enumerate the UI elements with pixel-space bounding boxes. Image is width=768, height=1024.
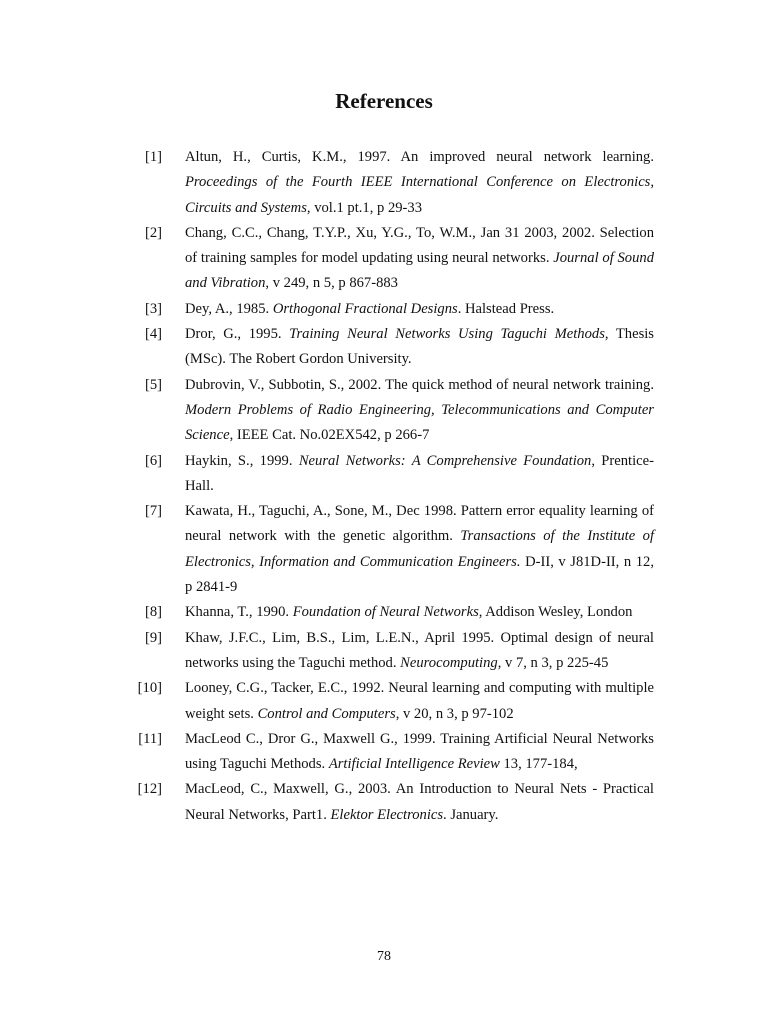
reference-number: [7] xyxy=(144,503,162,520)
reference-item xyxy=(134,373,654,449)
reference-text-segment: , v 20, n 3, p 97-102 xyxy=(395,705,514,722)
reference-text-segment: MacLeod C., Dror G., Maxwell G., 1999. Training Artificial Neural Networks using Taguchi Methods. xyxy=(185,730,654,773)
reference-text-segment: Dubrovin, V., Subbotin, S., 2002. The quick method of neural network training. xyxy=(185,376,654,393)
reference-source-title: Neural Networks: A Comprehensive Foundation xyxy=(298,452,592,469)
reference-list xyxy=(134,145,654,828)
reference-item xyxy=(134,499,654,600)
reference-item xyxy=(134,145,654,221)
reference-item xyxy=(134,221,654,297)
reference-item xyxy=(134,727,654,778)
reference-source-title: Orthogonal Fractional Designs xyxy=(272,300,458,317)
page-title: References xyxy=(335,89,433,113)
reference-text xyxy=(185,499,654,600)
reference-item xyxy=(134,676,654,727)
reference-text-segment: . Halstead Press. xyxy=(457,300,555,317)
reference-item xyxy=(134,777,654,828)
reference-source-title: Modern Problems of Radio Engineering, Telecommunications and Computer Science xyxy=(185,401,654,444)
reference-source-title: Foundation of Neural Networks xyxy=(292,604,479,621)
reference-text-segment: Kawata, H., Taguchi, A., Sone, M., Dec 1998. Pattern error equality learning of neural network with the genetic algorithm. xyxy=(185,503,654,545)
reference-text-segment: 13, 177-184, xyxy=(499,756,578,773)
reference-number: [8] xyxy=(144,604,162,621)
reference-number: [9] xyxy=(144,629,162,646)
reference-number: [5] xyxy=(144,376,162,393)
reference-number: [10] xyxy=(137,680,162,697)
reference-text-segment: , vol.1 pt.1, p 29-33 xyxy=(306,199,423,216)
reference-number: [12] xyxy=(137,781,162,798)
reference-text xyxy=(185,626,654,677)
reference-text xyxy=(185,449,654,500)
reference-text-segment: Altun, H., Curtis, K.M., 1997. An improved neural network learning. xyxy=(185,149,654,165)
reference-text-segment: , IEEE Cat. No.02EX542, p 266-7 xyxy=(229,427,430,444)
reference-text xyxy=(185,727,654,778)
reference-source-title: Control and Computers xyxy=(257,705,396,722)
reference-text-segment: D-II, v J81D-II, n 12, p 2841-9 xyxy=(185,553,654,596)
reference-text xyxy=(185,373,654,449)
reference-number: [4] xyxy=(144,326,162,343)
reference-text-segment: Looney, C.G., Tacker, E.C., 1992. Neural learning and computing with multiple weight sets. xyxy=(185,680,654,722)
reference-number: [2] xyxy=(144,224,162,241)
reference-number: [11] xyxy=(138,730,162,747)
reference-text-segment: Dey, A., 1985. xyxy=(185,300,273,317)
reference-source-title: Elektor Electronics xyxy=(330,806,444,823)
reference-text xyxy=(185,322,654,373)
reference-source-title: Journal of Sound and Vibration xyxy=(185,250,654,292)
reference-text-segment: Haykin, S., 1999. xyxy=(185,452,299,469)
reference-text xyxy=(185,145,654,221)
reference-text xyxy=(185,676,654,727)
reference-text-segment: MacLeod, C., Maxwell, G., 2003. An Introduction to Neural Nets - Practical Neural Networks, Part1. xyxy=(185,781,654,823)
reference-text-segment: Chang, C.C., Chang, T.Y.P., Xu, Y.G., To, W.M., Jan 31 2003, 2002. Selection of training samples for model updating using neural networks. xyxy=(185,224,654,267)
reference-text-segment: , Thesis (MSc). The Robert Gordon University. xyxy=(185,326,654,368)
reference-text-segment: , Addison Wesley, London xyxy=(478,604,633,621)
reference-text-segment: Khanna, T., 1990. xyxy=(185,604,293,621)
reference-item xyxy=(134,449,654,500)
reference-source-title: Artificial Intelligence Review xyxy=(328,756,500,773)
reference-item xyxy=(134,297,654,322)
reference-text xyxy=(185,221,654,297)
reference-item xyxy=(134,626,654,677)
reference-source-title: Neurocomputing xyxy=(400,654,498,671)
reference-source-title: Training Neural Networks Using Taguchi Methods xyxy=(289,326,605,343)
reference-text-segment: , v 249, n 5, p 867-883 xyxy=(265,275,398,292)
reference-source-title: Proceedings of the Fourth IEEE International Conference on Electronics, Circuits and Systems xyxy=(185,174,654,216)
reference-source-title: Transactions of the Institute of Electronics, Information and Communication Engineers. xyxy=(185,528,655,570)
reference-text xyxy=(185,600,654,625)
reference-number: [6] xyxy=(144,452,162,469)
reference-item xyxy=(134,600,654,625)
reference-text-segment: . January. xyxy=(443,806,499,823)
page-number: 78 xyxy=(377,949,391,964)
reference-text-segment: Dror, G., 1995. xyxy=(185,326,290,343)
reference-item xyxy=(134,322,654,373)
reference-number: [3] xyxy=(144,300,162,317)
reference-text-segment: , v 7, n 3, p 225-45 xyxy=(497,654,609,671)
reference-text-segment: Khaw, J.F.C., Lim, B.S., Lim, L.E.N., April 1995. Optimal design of neural networks using the Taguchi method. xyxy=(185,629,654,671)
reference-text xyxy=(185,297,654,322)
reference-text-segment: , Prentice-Hall. xyxy=(185,452,654,494)
reference-number: [1] xyxy=(144,149,162,165)
reference-text xyxy=(185,777,654,828)
